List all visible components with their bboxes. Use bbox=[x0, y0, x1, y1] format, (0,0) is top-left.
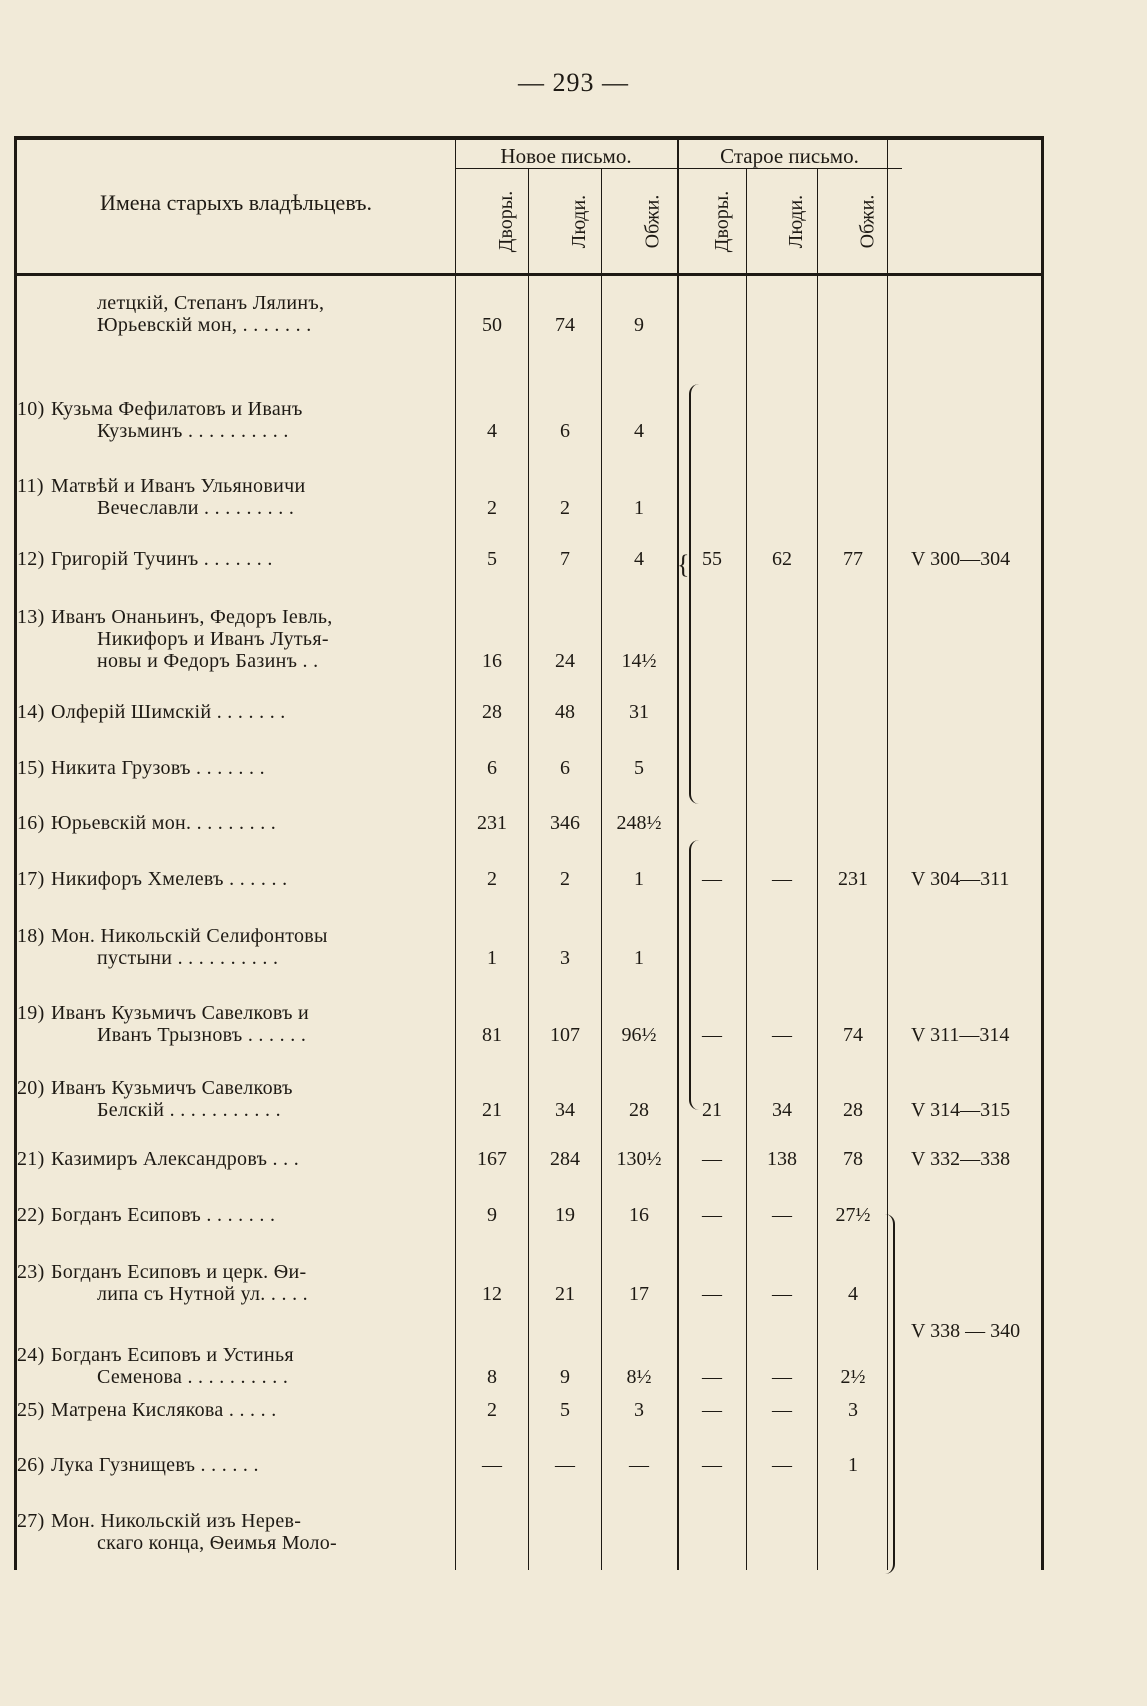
row-number: 13) bbox=[17, 606, 45, 628]
owner-name-line: Богданъ Есиповъ и церк. Ѳи- bbox=[51, 1261, 307, 1283]
owner-name bbox=[17, 1261, 451, 1305]
column-rule bbox=[528, 168, 529, 273]
cell-n-ob: 4 bbox=[634, 548, 644, 570]
owner-name bbox=[17, 1344, 451, 1388]
cell-n-ly: 2 bbox=[560, 497, 570, 519]
cell-o-ob: 1 bbox=[848, 1454, 858, 1476]
cell-n-ly: 6 bbox=[560, 757, 570, 779]
cell-n-ly: 6 bbox=[560, 420, 570, 442]
owner-name-line: Юрьевскій мон, . . . . . . . bbox=[97, 314, 312, 336]
owner-name-line: летцкій, Степанъ Лялинъ, bbox=[97, 292, 325, 314]
new-dvory-header: Дворы. bbox=[495, 190, 518, 252]
new-obzhi-header: Обжи. bbox=[641, 194, 664, 248]
new-writing-header: Новое письмо. bbox=[500, 144, 632, 168]
source-reference: V 304—311 bbox=[911, 868, 1010, 890]
cell-o-ly: 34 bbox=[772, 1099, 792, 1121]
cell-n-ly: 284 bbox=[550, 1148, 580, 1170]
cell-o-ob: 4 bbox=[848, 1283, 858, 1305]
cell-o-ob: 231 bbox=[838, 868, 868, 890]
owner-name-line: Иванъ Онаньинъ, Федоръ Іевль, bbox=[51, 606, 333, 628]
owner-name bbox=[17, 1454, 451, 1476]
column-rule bbox=[455, 140, 456, 1570]
source-reference: V 300—304 bbox=[911, 548, 1011, 570]
owner-name bbox=[17, 701, 451, 723]
row-number: 26) bbox=[17, 1454, 45, 1476]
cell-n-ly: 346 bbox=[550, 812, 580, 834]
owner-name-line: Никифоръ и Иванъ Лутья- bbox=[97, 628, 329, 650]
owner-name-line: Лука Гузнищевъ . . . . . . bbox=[51, 1454, 259, 1476]
cell-n-ly: 74 bbox=[555, 314, 575, 336]
owner-name-line: Иванъ Трызновъ . . . . . . bbox=[97, 1024, 307, 1046]
cell-n-ob: 4 bbox=[634, 420, 644, 442]
cell-n-ob: 8½ bbox=[626, 1366, 652, 1388]
cell-n-dv: 231 bbox=[477, 812, 507, 834]
owner-name-line: Богданъ Есиповъ и Устинья bbox=[51, 1344, 294, 1366]
row-number: 24) bbox=[17, 1344, 45, 1366]
cell-o-ly: — bbox=[772, 1204, 792, 1226]
brace-tip: { bbox=[677, 550, 690, 579]
cell-n-dv: 28 bbox=[482, 701, 502, 723]
row-number: 20) bbox=[17, 1077, 45, 1099]
row-number: 22) bbox=[17, 1204, 45, 1226]
row-number: 15) bbox=[17, 757, 45, 779]
cell-o-dv: — bbox=[702, 1399, 722, 1421]
cell-n-dv: 12 bbox=[482, 1283, 502, 1305]
source-reference: V 338 — 340 bbox=[911, 1320, 1021, 1342]
row-number: 11) bbox=[17, 475, 44, 497]
cell-n-ly: 48 bbox=[555, 701, 575, 723]
source-reference: V 332—338 bbox=[911, 1148, 1011, 1170]
owner-name bbox=[17, 398, 451, 442]
cell-n-dv: 16 bbox=[482, 650, 502, 672]
cell-o-dv: 55 bbox=[702, 548, 722, 570]
cell-o-ob: 3 bbox=[848, 1399, 858, 1421]
old-dvory-header: Дворы. bbox=[711, 190, 734, 252]
row-number: 18) bbox=[17, 925, 45, 947]
cell-n-ob: 28 bbox=[629, 1099, 649, 1121]
cell-n-dv: 9 bbox=[487, 1204, 497, 1226]
owner-name-line: скаго конца, Ѳеимья Моло- bbox=[97, 1532, 338, 1554]
column-rule bbox=[677, 140, 679, 1570]
cell-o-dv: — bbox=[702, 868, 722, 890]
cell-n-ly: 3 bbox=[560, 947, 570, 969]
cell-n-ob: 130½ bbox=[616, 1148, 662, 1170]
cell-o-ob: 2½ bbox=[840, 1366, 866, 1388]
owner-name bbox=[17, 1204, 451, 1226]
row-number: 10) bbox=[17, 398, 45, 420]
owner-name bbox=[17, 1077, 451, 1121]
old-writing-header: Старое письмо. bbox=[720, 144, 859, 168]
owner-name bbox=[17, 475, 451, 519]
row-number: 21) bbox=[17, 1148, 45, 1170]
cell-n-dv: 8 bbox=[487, 1366, 497, 1388]
cell-o-ly: — bbox=[772, 868, 792, 890]
cell-o-dv: — bbox=[702, 1024, 722, 1046]
owner-name-line: Никита Грузовъ . . . . . . . bbox=[51, 757, 265, 779]
column-rule bbox=[528, 273, 529, 1570]
cell-n-dv: 1 bbox=[487, 947, 497, 969]
cell-o-ob: 74 bbox=[843, 1024, 863, 1046]
cell-o-ly: 62 bbox=[772, 548, 792, 570]
owner-name-line: Вечеславли . . . . . . . . . bbox=[97, 497, 295, 519]
owner-name bbox=[17, 757, 451, 779]
cell-n-dv: 167 bbox=[477, 1148, 507, 1170]
owner-name-line: Богданъ Есиповъ . . . . . . . bbox=[51, 1204, 276, 1226]
row-number: 19) bbox=[17, 1002, 45, 1024]
column-rule bbox=[817, 168, 818, 1570]
cell-n-dv: 2 bbox=[487, 497, 497, 519]
new-lyudi-header: Люди. bbox=[568, 194, 591, 248]
cell-n-ob: 14½ bbox=[621, 650, 657, 672]
cell-n-ly: 34 bbox=[555, 1099, 575, 1121]
cell-o-ly: — bbox=[772, 1283, 792, 1305]
cell-o-ob: 27½ bbox=[835, 1204, 871, 1226]
cell-n-ob: 31 bbox=[629, 701, 649, 723]
cell-n-dv: 81 bbox=[482, 1024, 502, 1046]
cell-n-ly: 24 bbox=[555, 650, 575, 672]
cell-n-ob: 3 bbox=[634, 1399, 644, 1421]
owner-name bbox=[17, 1510, 451, 1554]
cell-o-ly: — bbox=[772, 1366, 792, 1388]
names-column-header: Имена старыхъ владѣльцевъ. bbox=[99, 190, 373, 215]
owner-name-line: Мон. Никольскій изъ Нерев- bbox=[51, 1510, 302, 1532]
cell-n-ly: 21 bbox=[555, 1283, 575, 1305]
brace-rows-22-26 bbox=[883, 1214, 895, 1574]
cell-n-dv: 6 bbox=[487, 757, 497, 779]
owner-name bbox=[17, 606, 451, 672]
row-number: 17) bbox=[17, 868, 45, 890]
cell-o-ly: — bbox=[772, 1024, 792, 1046]
cell-o-dv: — bbox=[702, 1366, 722, 1388]
cell-o-dv: 21 bbox=[702, 1099, 722, 1121]
cell-o-dv: — bbox=[702, 1148, 722, 1170]
owner-name-line: Мон. Никольскій Селифонтовы bbox=[51, 925, 328, 947]
cell-o-dv: — bbox=[702, 1454, 722, 1476]
brace-rows-9-15 bbox=[689, 384, 699, 804]
owner-name-line: Матвѣй и Иванъ Ульяновичи bbox=[51, 475, 306, 497]
cell-n-ly: 7 bbox=[560, 548, 570, 570]
owner-name bbox=[17, 868, 451, 890]
cell-n-dv: 50 bbox=[482, 314, 502, 336]
owner-name-line: липа съ Нутной ул. . . . . bbox=[97, 1283, 308, 1305]
owner-name-line: новы и Федоръ Базинъ . . bbox=[97, 650, 319, 672]
source-reference: V 311—314 bbox=[911, 1024, 1010, 1046]
owner-name-line: пустыни . . . . . . . . . . bbox=[97, 947, 279, 969]
owner-name bbox=[17, 1148, 451, 1170]
owner-name-line: Никифоръ Хмелевъ . . . . . . bbox=[51, 868, 288, 890]
cell-o-ly: — bbox=[772, 1454, 792, 1476]
owner-name-line: Григорій Тучинъ . . . . . . . bbox=[51, 548, 273, 570]
old-lyudi-header: Люди. bbox=[785, 194, 808, 248]
cell-n-ob: 96½ bbox=[621, 1024, 657, 1046]
row-number: 23) bbox=[17, 1261, 45, 1283]
owner-name-line: Белскій . . . . . . . . . . . bbox=[97, 1099, 281, 1121]
owner-name-line: Иванъ Кузьмичъ Савелковъ bbox=[51, 1077, 293, 1099]
cell-n-dv: — bbox=[482, 1454, 502, 1476]
cell-n-ob: 5 bbox=[634, 757, 644, 779]
owner-name bbox=[17, 1002, 451, 1046]
cell-n-ly: 107 bbox=[550, 1024, 580, 1046]
column-rule bbox=[601, 168, 602, 1570]
column-rule bbox=[746, 168, 747, 1570]
cell-n-dv: 21 bbox=[482, 1099, 502, 1121]
cell-o-ob: 78 bbox=[843, 1148, 863, 1170]
old-obzhi-header: Обжи. bbox=[856, 194, 879, 248]
row-number: 14) bbox=[17, 701, 45, 723]
cell-n-ob: 1 bbox=[634, 947, 644, 969]
owner-name-line: Казимиръ Александровъ . . . bbox=[51, 1148, 300, 1170]
cell-n-ly: 19 bbox=[555, 1204, 575, 1226]
cell-n-ob: 248½ bbox=[616, 812, 662, 834]
cell-o-ly: — bbox=[772, 1399, 792, 1421]
row-number: 12) bbox=[17, 548, 45, 570]
owner-name bbox=[17, 812, 451, 834]
owner-name bbox=[51, 292, 451, 336]
owner-name-line: Кузьма Фефилатовъ и Иванъ bbox=[51, 398, 303, 420]
cell-n-dv: 2 bbox=[487, 868, 497, 890]
row-number: 16) bbox=[17, 812, 45, 834]
cell-n-ly: 9 bbox=[560, 1366, 570, 1388]
owner-name-line: Юрьевскій мон. . . . . . . . . bbox=[51, 812, 277, 834]
owner-name bbox=[17, 548, 451, 570]
owner-name-line: Олферій Шимскій . . . . . . . bbox=[51, 701, 286, 723]
cell-n-dv: 4 bbox=[487, 420, 497, 442]
cell-n-dv: 5 bbox=[487, 548, 497, 570]
data-table bbox=[14, 136, 1044, 1570]
cell-n-ly: 2 bbox=[560, 868, 570, 890]
cell-n-dv: 2 bbox=[487, 1399, 497, 1421]
owner-name bbox=[17, 925, 451, 969]
cell-n-ly: 5 bbox=[560, 1399, 570, 1421]
owner-name-line: Семенова . . . . . . . . . . bbox=[97, 1366, 289, 1388]
cell-o-ob: 28 bbox=[843, 1099, 863, 1121]
cell-o-ob: 77 bbox=[843, 548, 863, 570]
cell-n-ob: 1 bbox=[634, 497, 644, 519]
cell-n-ly: — bbox=[555, 1454, 575, 1476]
page-number: — 293 — bbox=[518, 68, 629, 97]
source-reference: V 314—315 bbox=[911, 1099, 1011, 1121]
cell-n-ob: 1 bbox=[634, 868, 644, 890]
cell-n-ob: 16 bbox=[629, 1204, 649, 1226]
owner-name bbox=[17, 1399, 451, 1421]
cell-n-ob: 17 bbox=[629, 1283, 649, 1305]
owner-name-line: Иванъ Кузьмичъ Савелковъ и bbox=[51, 1002, 310, 1024]
cell-o-dv: — bbox=[702, 1204, 722, 1226]
cell-n-ob: 9 bbox=[634, 314, 644, 336]
row-number: 25) bbox=[17, 1399, 45, 1421]
owner-name-line: Кузьминъ . . . . . . . . . . bbox=[97, 420, 289, 442]
row-number: 27) bbox=[17, 1510, 45, 1532]
cell-n-ob: — bbox=[629, 1454, 649, 1476]
owner-name-line: Матрена Кислякова . . . . . bbox=[51, 1399, 277, 1421]
cell-o-dv: — bbox=[702, 1283, 722, 1305]
cell-o-ly: 138 bbox=[767, 1148, 797, 1170]
